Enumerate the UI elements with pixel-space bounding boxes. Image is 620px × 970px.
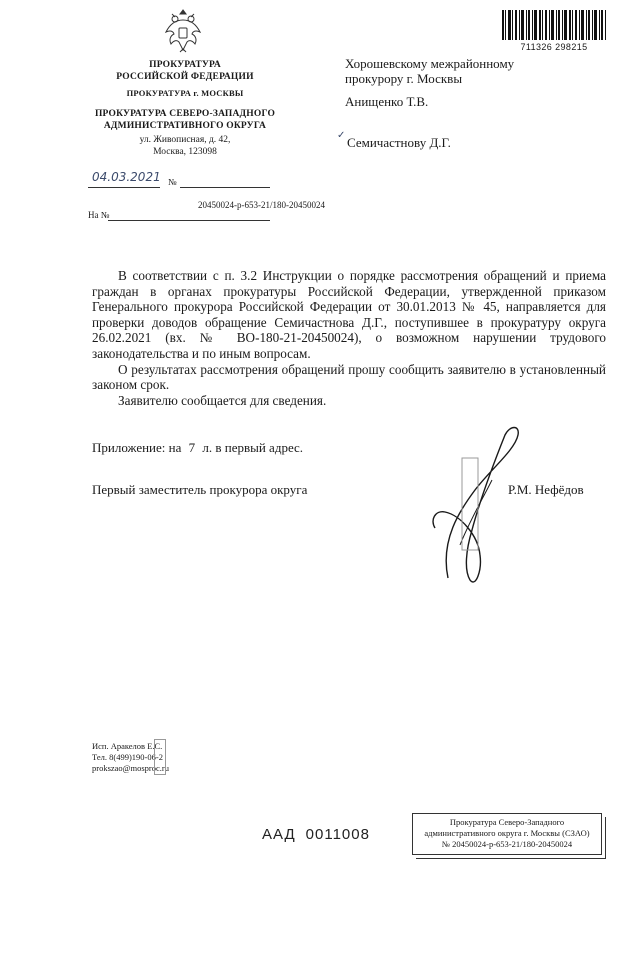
- stamp-line3: № 20450024-р-653-21/180-20450024: [441, 839, 573, 849]
- executor-name: Исп. Аракелов Е.С.: [92, 741, 163, 751]
- executor-phone: Тел. 8(499)190-06-2: [92, 752, 163, 762]
- address-line1: ул. Живописная, д. 42,: [139, 135, 231, 145]
- address-line2: Москва, 123098: [153, 147, 217, 157]
- in-reply-underline: [108, 220, 270, 221]
- handwritten-signature-icon: [420, 420, 530, 590]
- attachment-prefix: Приложение: на: [92, 440, 182, 455]
- recipient-line3: Анищенко Т.В.: [345, 94, 429, 109]
- registration-number: 20450024-р-653-21/180-20450024: [198, 200, 325, 210]
- attachment-suffix: л. в первый адрес.: [202, 440, 304, 455]
- recipient-line2: прокурору г. Москвы: [345, 71, 463, 86]
- signer-position: Первый заместитель прокурора округа: [92, 482, 308, 497]
- body-paragraph-1: В соответствии с п. 3.2 Инструкции о порядке рассмотрения обращений и приема граждан в органах прокуратуры Российской Федерации, утвержденной приказом Генерального прокурора Российской Федерации от 30.01.2013 № 45, направляется для проверки доводов обращение Семичастнова Д.Г., поступившее в прокуратуру округа 26.02.2021 (вх. № ВО-180-21-20450024), о возможном нарушении трудового законодательства и по иным вопросам.: [92, 268, 606, 361]
- in-reply-label: На №: [88, 210, 110, 220]
- org-name-line4: ПРОКУРАТУРА СЕВЕРО-ЗАПАДНОГО: [94, 109, 276, 119]
- attachment-line: [92, 440, 303, 455]
- recipient-line4: Семичастнову Д.Г.: [347, 135, 451, 150]
- scan-marker-box: [154, 739, 166, 775]
- org-name-line5: АДМИНИСТРАТИВНОГО ОКРУГА: [103, 121, 267, 131]
- coat-of-arms-icon: [160, 6, 206, 56]
- number-underline: [180, 187, 270, 188]
- registration-stamp: [412, 813, 602, 855]
- form-serial: [262, 826, 370, 843]
- check-mark: ✓: [337, 130, 346, 141]
- recipient-line1: Хорошевскому межрайонному: [345, 56, 515, 71]
- org-name-line1: ПРОКУРАТУРА: [149, 60, 221, 70]
- body-paragraph-2: О результатах рассмотрения обращений прошу сообщить заявителю в установленный законом срок.: [92, 361, 606, 393]
- stamp-line2: административного округа г. Москвы (СЗАО): [424, 828, 590, 838]
- attachment-pages: 7: [188, 440, 196, 455]
- barcode-icon: [500, 10, 608, 40]
- stamp-line1: Прокуратура Северо-Западного: [449, 817, 565, 827]
- body-paragraph-3: Заявителю сообщается для сведения.: [118, 392, 327, 408]
- number-mark: №: [168, 177, 177, 187]
- handwritten-date: 04.03.2021: [92, 170, 161, 184]
- serial-series: ААД: [262, 826, 296, 843]
- org-name-line3: ПРОКУРАТУРА г. МОСКВЫ: [126, 88, 244, 98]
- barcode-number: 711326 298215: [520, 42, 588, 52]
- date-underline: [88, 187, 160, 188]
- serial-number: 0011008: [305, 826, 370, 843]
- executor-email: prokszao@mosproc.ru: [92, 763, 169, 773]
- org-name-line2: РОССИЙСКОЙ ФЕДЕРАЦИИ: [116, 72, 254, 82]
- signer-name: Р.М. Нефёдов: [508, 482, 584, 497]
